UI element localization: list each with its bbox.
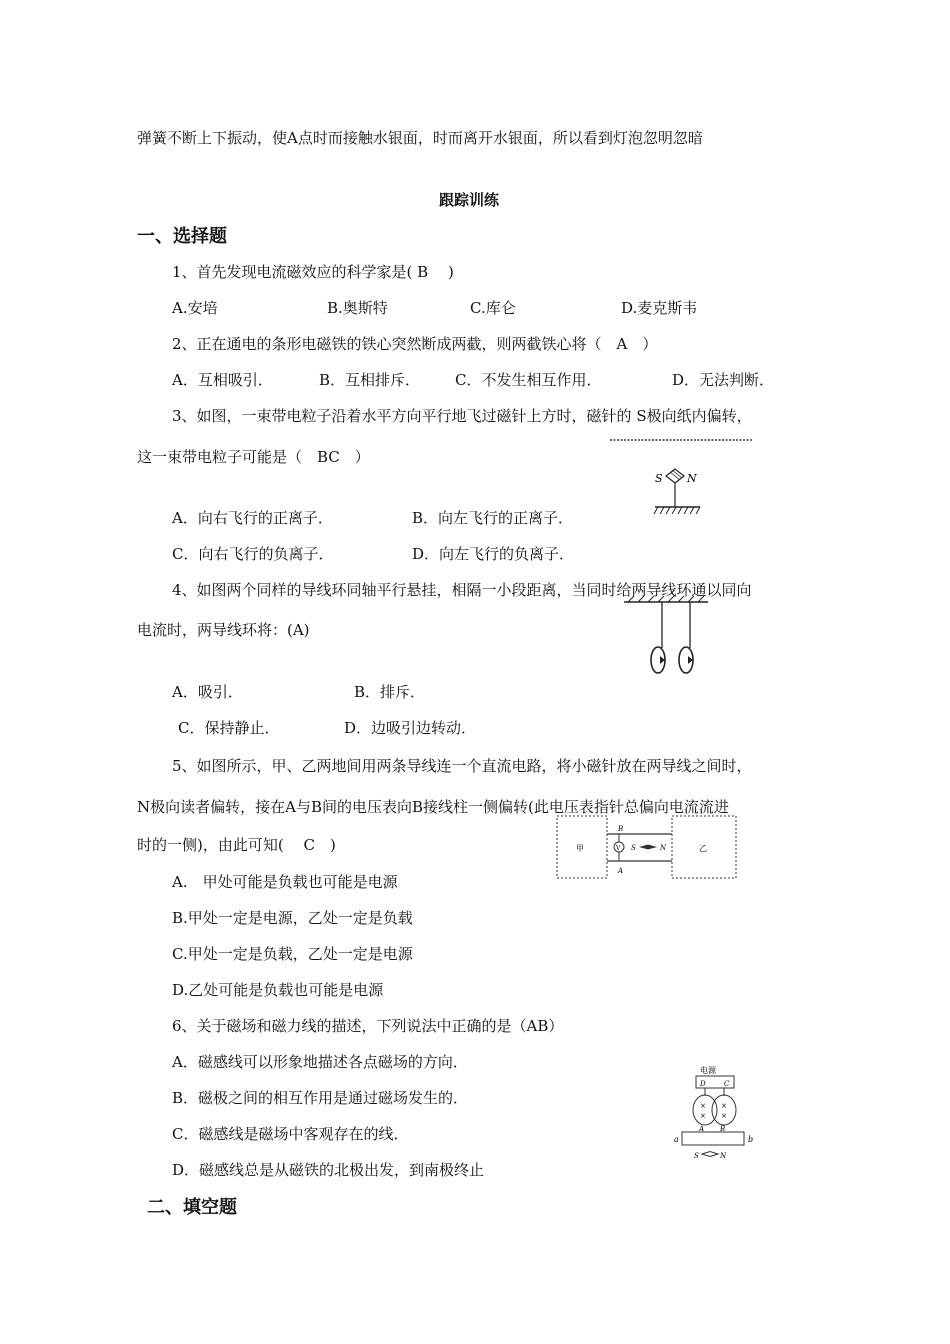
terminal-b-label: B [618, 825, 624, 833]
pole-a-label: A [699, 1125, 705, 1133]
end-a-label: a [674, 1135, 679, 1144]
q4-option-b: B．排斥． [354, 683, 426, 701]
right-coil [712, 1095, 736, 1125]
needle-s-label: S [655, 472, 663, 485]
q1-stem: 1、首先发现电流磁效应的科学家是( B ) [172, 263, 454, 281]
q3-option-d: D．向左飞行的负离子． [412, 545, 575, 563]
q6-option-d: D．磁感线总是从磁铁的北极出发，到南极终止 [172, 1161, 485, 1179]
iron-core [682, 1132, 744, 1145]
terminal-d-label: D [700, 1080, 706, 1088]
terminal-c-label: C [724, 1080, 730, 1088]
part2-heading: 二、填空题 [147, 1197, 237, 1218]
svg-text:×: × [700, 1102, 706, 1110]
q5-stem-line3: 时的一侧)，由此可知( C ) [137, 836, 336, 854]
q6-stem: 6、关于磁场和磁力线的描述，下列说法中正确的是（AB） [172, 1017, 564, 1035]
part1-heading: 一、选择题 [137, 226, 227, 247]
q6-option-a: A．磁感线可以形象地描述各点磁场的方向． [172, 1053, 468, 1071]
q5-stem-line2: N极向读者偏转，接在A与B间的电压表向B接线柱一侧偏转(此电压表指针总偏向电流流进 [137, 798, 729, 816]
needle-n-label: N [660, 844, 667, 852]
q2-option-a: A．互相吸引． [172, 371, 273, 389]
location-yi-label: 乙 [699, 844, 707, 853]
q6-option-c: C．磁感线是磁场中客观存在的线． [172, 1125, 409, 1143]
needle-n-label: N [720, 1152, 727, 1160]
q1-option-c: C.库仑 [470, 299, 516, 317]
q3-option-b: B．向左飞行的正离子． [412, 509, 574, 527]
compass-needle [639, 845, 657, 850]
q4-stem-line2: 电流时，两导线环将：(A) [137, 621, 310, 639]
compass-needle [702, 1152, 718, 1157]
q6-figure [672, 1064, 762, 1172]
q1-option-b: B.奥斯特 [327, 299, 388, 317]
svg-text:×: × [721, 1102, 727, 1110]
svg-text:×: × [700, 1112, 706, 1120]
q2-option-d: D．无法判断． [672, 371, 775, 389]
q3-figure [600, 432, 760, 522]
q5-stem-line1: 5、如图所示，甲、乙两地间用两条导线连一个直流电路，将小磁针放在两导线之间时， [172, 757, 752, 775]
q5-figure [556, 815, 738, 879]
section-title: 跟踪训练 [439, 191, 500, 209]
terminal-a-label: A [618, 867, 624, 875]
q6-option-b: B．磁极之间的相互作用是通过磁场发生的． [172, 1089, 469, 1107]
svg-text:×: × [721, 1112, 727, 1120]
needle-n-label: N [687, 472, 697, 485]
needle-s-label: S [694, 1152, 699, 1160]
voltmeter-label: V [616, 845, 621, 852]
q2-option-b: B．互相排斥． [319, 371, 421, 389]
pole-b-label: B [720, 1125, 726, 1133]
q4-option-d: D．边吸引边转动． [344, 719, 477, 737]
left-coil [693, 1095, 717, 1125]
q4-option-c: C．保持静止． [178, 719, 280, 737]
q5-option-c: C.甲处一定是负载，乙处一定是电源 [172, 945, 413, 963]
q4-figure [622, 596, 712, 681]
end-b-label: b [748, 1135, 754, 1144]
q5-option-d: D.乙处可能是负载也可能是电源 [172, 981, 384, 999]
q2-option-c: C．不发生相互作用． [455, 371, 602, 389]
needle-s-label: S [631, 844, 636, 852]
q4-option-a: A．吸引． [172, 683, 243, 701]
intro-text: 弹簧不断上下振动，使A点时而接触水银面，时而离开水银面，所以看到灯泡忽明忽暗 [137, 129, 703, 147]
q1-option-d: D.麦克斯韦 [621, 299, 698, 317]
q3-option-a: A．向右飞行的正离子． [172, 509, 333, 527]
location-jia-label: 甲 [576, 844, 584, 853]
q2-stem: 2、正在通电的条形电磁铁的铁心突然断成两截，则两截铁心将（ A ） [172, 335, 658, 353]
q3-stem-line1: 3、如图，一束带电粒子沿着水平方向平行地飞过磁针上方时，磁针的 S极向纸内偏转， [172, 407, 752, 425]
q4-stem-line1: 4、如图两个同样的导线环同轴平行悬挂，相隔一小段距离，当同时给两导线环通以同向 [172, 581, 752, 599]
power-source-label: 电源 [700, 1066, 716, 1075]
q5-option-b: B.甲处一定是电源，乙处一定是负载 [172, 909, 413, 927]
q3-option-c: C．向右飞行的负离子． [172, 545, 334, 563]
q1-option-a: A.安培 [172, 299, 218, 317]
q5-option-a: A. 甲处可能是负载也可能是电源 [172, 873, 398, 891]
q3-stem-line2: 这一束带电粒子可能是（ BC ） [137, 448, 370, 466]
